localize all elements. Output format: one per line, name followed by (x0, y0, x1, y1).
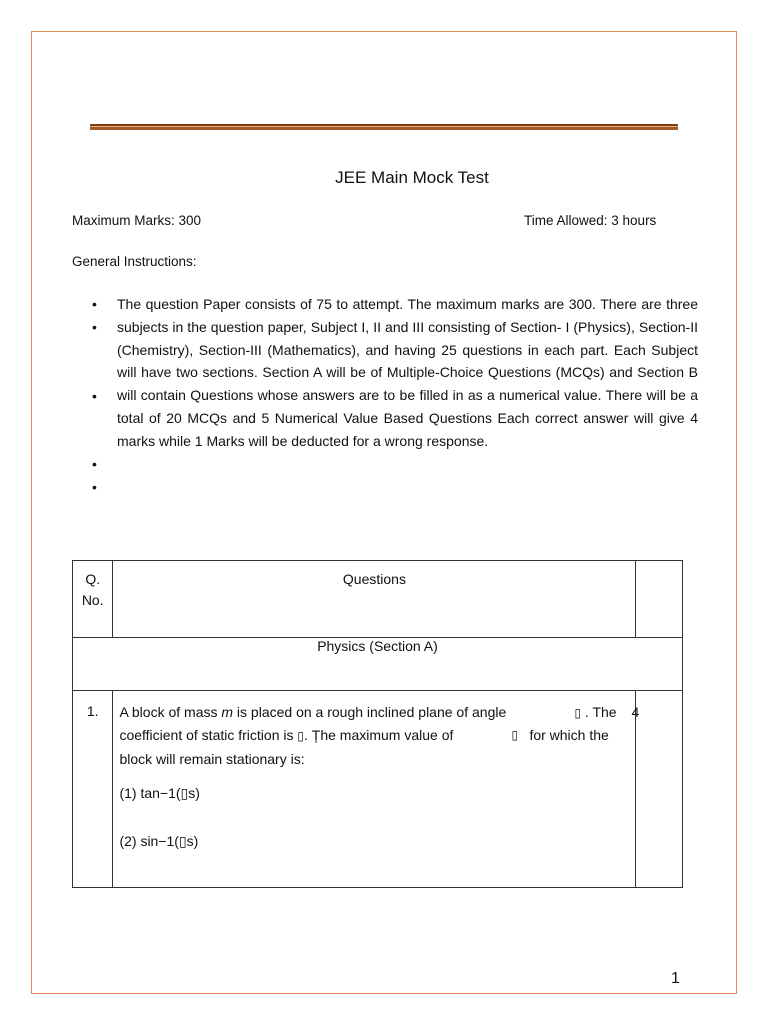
marks-value: 4 (631, 704, 640, 720)
header-questions: Questions (113, 561, 636, 638)
page-number: 1 (671, 970, 680, 987)
mass-symbol: m (221, 704, 234, 720)
marks-cell (636, 691, 683, 888)
bullet-2: • (92, 319, 97, 335)
q-text-line3: block will remain stationary is: (119, 751, 305, 767)
option-2: (2) sin−1(▯s) (119, 833, 199, 849)
glyph-theta: ▯ (574, 706, 582, 720)
question-table (72, 560, 683, 888)
bullet-5: • (92, 479, 97, 495)
header-rule (90, 124, 678, 130)
option-1: (1) tan−1(▯s) (119, 785, 200, 801)
time-allowed: Time Allowed: 3 hours (524, 213, 657, 228)
question-text (119, 701, 640, 771)
q-text-line2b: . Țhe maximum value of (303, 727, 454, 743)
glyph-theta-2: ▯ (511, 728, 519, 742)
document-title: JEE Main Mock Test (335, 168, 489, 187)
instructions-paragraph: The question Paper consists of 75 to attempt. The maximum marks are 300. There are three subjects in the question paper, Subject I, II and III consisting of Section- I (Physics), Section-II (Chemistry), Section-III (Mathematics), and having 25 questions in each part. Each Subject will have two sections. Section A will be of Multiple-Choice Questions (MCQs) and Section B will contain Questions whose answers are to be filled in as a numerical value. There will be a total of 20 MCQs and 5 Numerical Value Based Questions Each correct answer will give 4 marks while 1 Marks will be deducted for a wrong response. (117, 296, 698, 449)
bullet-4: • (92, 456, 97, 472)
header-qno (73, 561, 113, 638)
section-label: Physics (Section A) (73, 638, 683, 691)
max-marks: Maximum Marks: 300 (72, 213, 202, 228)
table-row (73, 691, 683, 888)
instructions-heading: General Instructions: (72, 254, 197, 269)
header-marks (636, 561, 683, 638)
bullet-3: • (92, 388, 97, 404)
q-text-part1: A block of mass (119, 704, 222, 720)
q-text-line2c: for which the (529, 727, 609, 743)
question-body (113, 691, 640, 888)
q-text-line2a: coefficient of static friction is (119, 727, 298, 743)
q-text-part3: . The (581, 704, 617, 720)
q-text-part2: is placed on a rough inclined plane of angle (233, 704, 507, 720)
section-row (73, 638, 683, 691)
bullet-1: • (92, 296, 97, 312)
table-header-row (73, 561, 683, 638)
glyph-mu: ▯ (297, 729, 304, 743)
question-number: 1. (73, 691, 113, 888)
header-qno-label: Q. No. (81, 571, 104, 608)
